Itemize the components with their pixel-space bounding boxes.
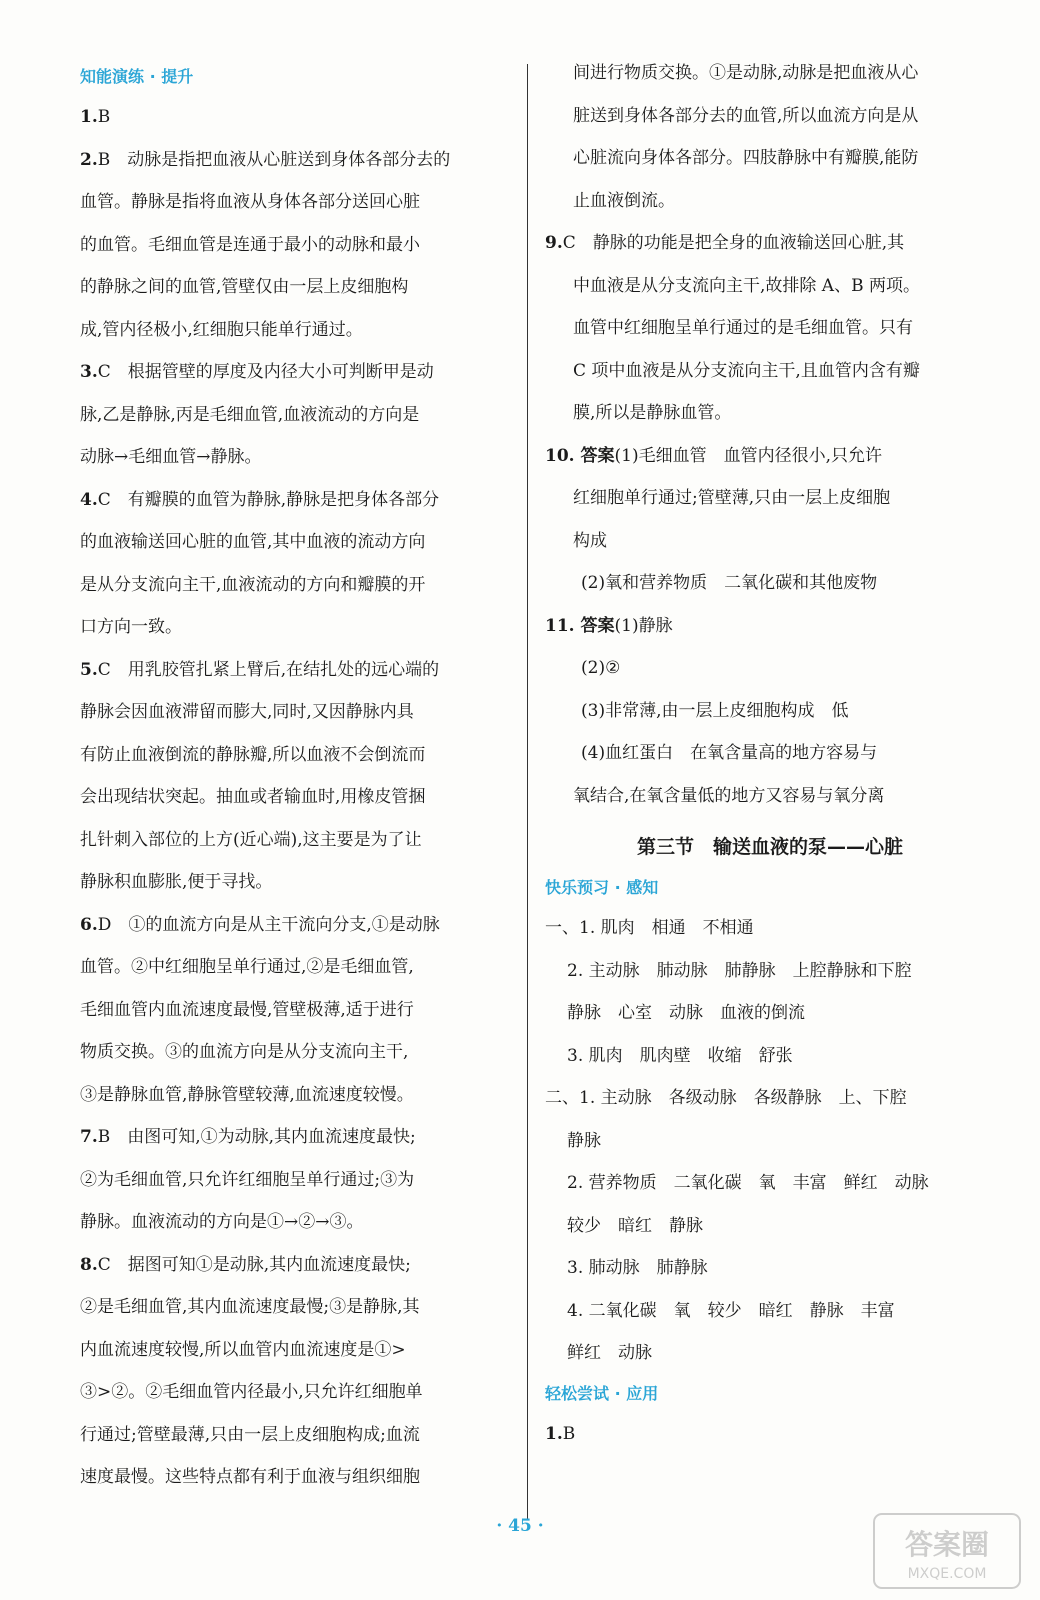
chapter-title: 第三节 输送血液的泵——心脏 [636, 836, 903, 858]
item-text: 中血液是从分支流向主干,故排除 A、B 两项。 [573, 275, 920, 296]
item-text: 速度最慢。这些特点都有利于血液与组织细胞 [80, 1467, 420, 1487]
item-number: 8. [80, 1254, 98, 1275]
answer-item-11 [545, 605, 995, 818]
answer-line [80, 309, 520, 352]
item-text: 口方向一致。 [80, 617, 182, 637]
answer-line [80, 649, 520, 692]
item-text: B [562, 1423, 576, 1444]
item-text: 内血流速度较慢,所以血管内血流速度是①> [80, 1339, 406, 1360]
item-text: (1)静脉 [614, 615, 673, 636]
answer-line [545, 520, 995, 563]
item-text: 毛细血管内血流速度最慢,管壁极薄,适于进行 [80, 999, 414, 1020]
item-number: 10. [545, 445, 575, 466]
answer-item-9 [545, 222, 995, 435]
answer-line [545, 350, 995, 393]
item-text: 会出现结状突起。抽血或者输血时,用橡皮管捆 [80, 787, 426, 807]
answer-line: 静脉 心室 动脉 血液的倒流 [567, 1003, 805, 1023]
answer-line [545, 222, 995, 265]
item-text: 有防止血液倒流的静脉瓣,所以血液不会倒流而 [80, 744, 426, 765]
answer-subline: (2)② [581, 658, 621, 678]
item-text: 膜,所以是静脉血管。 [573, 403, 732, 423]
item-text: 静脉。血液流动的方向是①→②→③。 [80, 1212, 364, 1232]
answer-line [80, 266, 520, 309]
answer-line [545, 477, 995, 520]
answer-line [80, 734, 520, 777]
item-text: ③>②。②毛细血管内径最小,只允许红细胞单 [80, 1382, 423, 1402]
answer-line [545, 605, 995, 648]
answer-line [80, 1371, 520, 1414]
answer-line [80, 861, 520, 904]
answer-line [80, 1074, 520, 1117]
item-text: 血管中红细胞呈单行通过的是毛细血管。只有 [573, 318, 913, 338]
answer-line [80, 1244, 520, 1287]
item-number: 7. [80, 1127, 98, 1147]
item-number: 11. [545, 615, 575, 636]
section-title-apply: 轻松尝试 · 应用 [545, 1383, 659, 1403]
watermark-logo [872, 1512, 1022, 1590]
answer-item-10 [545, 435, 995, 605]
answer-line [80, 436, 520, 479]
answer-line [80, 479, 520, 522]
item-text: 血管。②中红细胞呈单行通过,②是毛细血管, [80, 957, 414, 977]
text-line: 心脏流向身体各部分。四肢静脉中有瓣膜,能防 [573, 148, 919, 168]
answer-line [80, 1414, 520, 1457]
answer-line [80, 394, 520, 437]
answer-line [80, 351, 520, 394]
item-text: 扎针刺入部位的上方(近心端),这主要是为了让 [80, 829, 422, 850]
answer-line [80, 521, 520, 564]
answer-line: 较少 暗红 静脉 [567, 1215, 703, 1236]
answer-line [80, 1116, 520, 1159]
text-line: 脏送到身体各部分去的血管,所以血流方向是从 [573, 105, 919, 126]
answer-line [80, 1159, 520, 1202]
answer-line [80, 819, 520, 862]
item-text: B [97, 107, 111, 127]
answer-line: 2. 主动脉 肺动脉 肺静脉 上腔静脉和下腔 [567, 960, 912, 981]
text-line: 间进行物质交换。①是动脉,动脉是把血液从心 [573, 63, 919, 83]
item-text: C 有瓣膜的血管为静脉,静脉是把身体各部分 [97, 489, 440, 510]
answer-line [80, 96, 520, 139]
item-number: 9. [545, 233, 563, 253]
answer-line [80, 564, 520, 607]
answer-line: 鲜红 动脉 [567, 1343, 652, 1363]
answer-line [80, 776, 520, 819]
answer-line [80, 224, 520, 267]
item-text: 成,管内径极小,红细胞只能单行通过。 [80, 319, 363, 340]
column-divider [527, 64, 528, 1519]
answer-line [80, 1286, 520, 1329]
item-number: 5. [80, 659, 98, 680]
item-text: ②为毛细血管,只允许红细胞呈单行通过;③为 [80, 1169, 415, 1190]
answer-line [80, 1329, 520, 1372]
answer-label: 答案 [574, 615, 615, 636]
answer-line [545, 307, 995, 350]
item-text: B 由图可知,①为动脉,其内血流速度最快; [97, 1127, 416, 1147]
section-title-preview: 快乐预习 · 感知 [545, 878, 659, 897]
answer-subline: (4)血红蛋白 在氧含量高的地方容易与 [581, 743, 878, 763]
answer-line: 静脉 [567, 1130, 601, 1151]
answer-line [545, 1413, 995, 1456]
item-number: 2. [80, 149, 98, 170]
item-number: 3. [80, 362, 98, 382]
answer-line [545, 392, 995, 435]
item-number: 4. [80, 489, 98, 510]
item-text: 红细胞单行通过;管壁薄,只由一层上皮细胞 [573, 488, 891, 508]
answer-line [80, 1456, 520, 1499]
item-text: 构成 [573, 530, 607, 551]
item-text: 的静脉之间的血管,管壁仅由一层上皮细胞构 [80, 277, 409, 297]
right-column [545, 52, 995, 1455]
item-text: (1)毛细血管 血管内径很小,只允许 [614, 445, 882, 466]
answer-line [80, 946, 520, 989]
answer-line: 二、1. 主动脉 各级动脉 各级静脉 上、下腔 [545, 1088, 907, 1108]
page-number: · 45 · [496, 1516, 544, 1536]
answer-line [80, 691, 520, 734]
answer-line: 一、1. 肌肉 相通 不相通 [545, 918, 754, 938]
item-text: 血管。静脉是指将血液从身体各部分送回心脏 [80, 192, 420, 212]
item-text: 的血管。毛细血管是连通于最小的动脉和最小 [80, 234, 420, 255]
item-text: 是从分支流向主干,血液流动的方向和瓣膜的开 [80, 574, 426, 595]
item-text: 物质交换。③的血流方向是从分支流向主干, [80, 1042, 409, 1062]
item-text: ③是静脉血管,静脉管壁较薄,血流速度较慢。 [80, 1084, 414, 1105]
item-text: 脉,乙是静脉,丙是毛细血管,血液流动的方向是 [80, 404, 420, 425]
section-title: 知能演练 · 提升 [80, 67, 194, 86]
item-number: 1. [80, 107, 98, 127]
svg-text:MXQE.COM: MXQE.COM [907, 1566, 987, 1582]
answer-subline: (3)非常薄,由一层上皮细胞构成 低 [581, 700, 849, 721]
item-text: B 动脉是指把血液从心脏送到身体各部分去的 [97, 149, 451, 170]
item-number: 6. [80, 914, 98, 935]
item-text: 动脉→毛细血管→静脉。 [80, 447, 262, 467]
answer-line: 2. 营养物质 二氧化碳 氧 丰富 鲜红 动脉 [567, 1173, 929, 1193]
item-text: ②是毛细血管,其内血流速度最慢;③是静脉,其 [80, 1297, 420, 1317]
answer-list [80, 96, 520, 1499]
item-text: D ①的血流方向是从主干流向分支,①是动脉 [97, 914, 440, 935]
continuation-text [545, 52, 995, 222]
item-text: 的血液输送回心脏的血管,其中血液的流动方向 [80, 532, 426, 552]
item-text: 静脉会因血液滞留而膨大,同时,又因静脉内具 [80, 702, 414, 722]
answer-line: 4. 二氧化碳 氧 较少 暗红 静脉 丰富 [567, 1300, 895, 1321]
item-text: 静脉积血膨胀,便于寻找。 [80, 872, 273, 892]
answer-line [545, 435, 995, 478]
answer-line [80, 139, 520, 182]
answer-subline: 氧结合,在氧含量低的地方又容易与氧分离 [573, 785, 885, 806]
answer-line [80, 181, 520, 224]
answer-line [80, 1201, 520, 1244]
item-text: 行通过;管壁最薄,只由一层上皮细胞构成;血流 [80, 1424, 420, 1445]
answer-subline: (2)氧和营养物质 二氧化碳和其他废物 [581, 573, 878, 593]
item-text: C 项中血液是从分支流向主干,且血管内含有瓣 [573, 360, 920, 381]
item-text: C 根据管壁的厚度及内径大小可判断甲是动 [97, 362, 434, 382]
answer-line [80, 989, 520, 1032]
svg-text:答案圈: 答案圈 [904, 1528, 990, 1561]
item-text: C 静脉的功能是把全身的血液输送回心脏,其 [562, 233, 905, 253]
answer-line [80, 1031, 520, 1074]
answer-line: 3. 肺动脉 肺静脉 [567, 1258, 708, 1278]
apply-answers [545, 1413, 995, 1456]
answer-label: 答案 [574, 445, 615, 466]
answer-line [545, 265, 995, 308]
preview-answers [545, 907, 995, 1375]
item-number: 1. [545, 1423, 563, 1444]
left-column [80, 58, 520, 1499]
item-text: C 用乳胶管扎紧上臂后,在结扎处的远心端的 [97, 659, 440, 680]
answer-line [80, 606, 520, 649]
item-text: C 据图可知①是动脉,其内血流速度最快; [97, 1254, 411, 1275]
text-line: 止血液倒流。 [573, 190, 675, 211]
answer-line: 3. 肌肉 肌肉壁 收缩 舒张 [567, 1045, 793, 1066]
answer-line [80, 904, 520, 947]
